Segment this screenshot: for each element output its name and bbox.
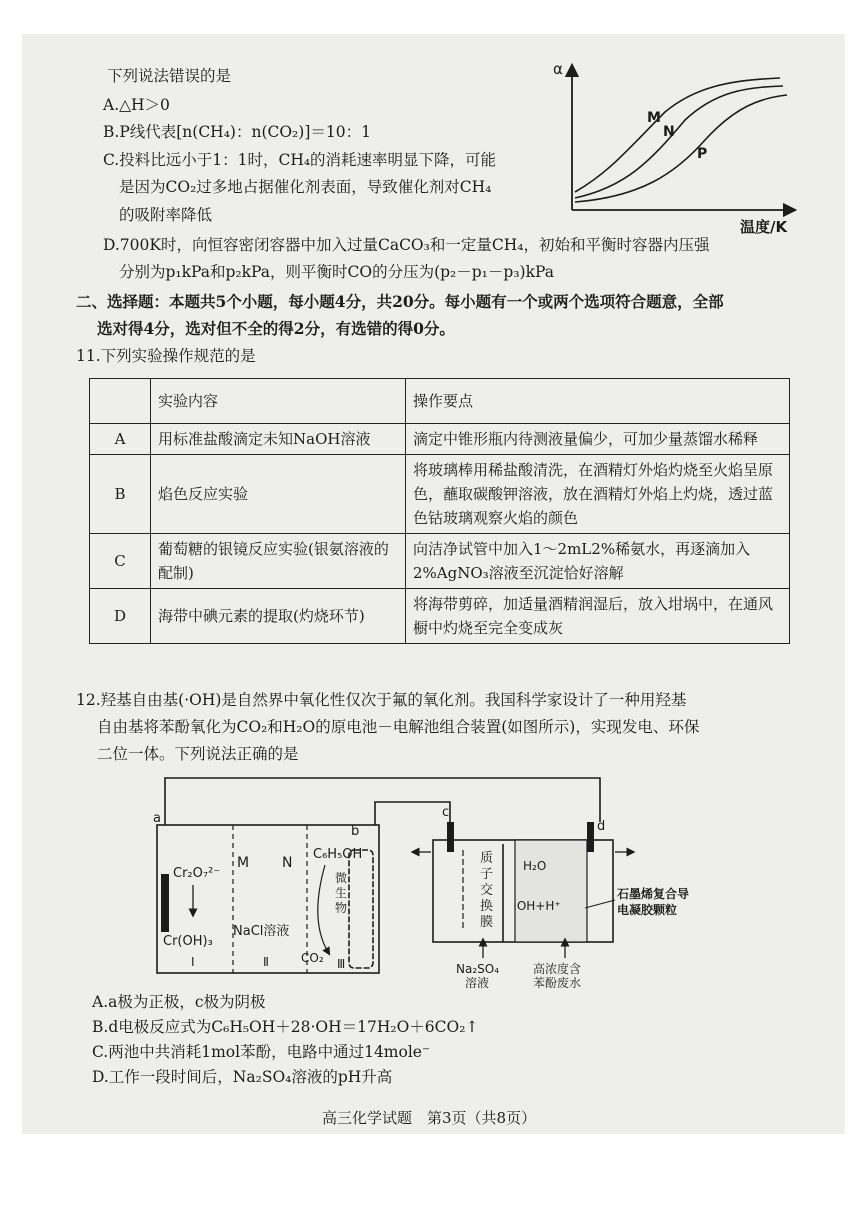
q10-option-c-line2: 是因为CO₂过多地占据催化剂表面，导致催化剂对CH₄ (119, 178, 492, 196)
conversion-graph (555, 52, 805, 237)
electrode-c (447, 822, 454, 852)
table-row (90, 424, 790, 455)
label-na2so4: Na₂SO₄ (456, 962, 500, 976)
label-croh3: Cr(OH)₃ (163, 934, 213, 949)
q11-table (89, 378, 790, 644)
header-ops: 操作要点 (406, 379, 790, 424)
graphene-gel-chamber (515, 840, 587, 942)
header-content: 实验内容 (151, 379, 406, 424)
row-content: 焰色反应实验 (151, 455, 406, 534)
curve-p-label: P (697, 146, 708, 162)
q10-option-a: A.△H＞0 (103, 96, 170, 114)
row-content: 海带中碘元素的提取(灼烧环节) (151, 589, 406, 644)
row-content: 用标准盐酸滴定未知NaOH溶液 (151, 424, 406, 455)
q10-option-c-line3: 的吸附率降低 (119, 206, 213, 224)
label-microbe: 微生物 (335, 871, 348, 915)
row-content: 葡萄糖的银镜反应实验(银氨溶液的配制) (151, 534, 406, 589)
q12-stem-line2: 自由基将苯酚氧化为CO₂和H₂O的原电池－电解池组合装置(如图所示)，实现发电、环保 (97, 718, 700, 736)
label-c: c (442, 805, 450, 820)
q10-option-c-line1: C.投料比远小于1：1时，CH₄的消耗速率明显下降，可能 (103, 151, 497, 169)
table-row (90, 534, 790, 589)
row-label: A (90, 424, 151, 455)
label-graphene-line2: 电凝胶颗粒 (617, 903, 678, 917)
curve-m (575, 78, 780, 192)
row-ops: 向洁净试管中加入1～2mL2%稀氨水，再逐滴加入2%AgNO₃溶液至沉淀恰好溶解 (406, 534, 790, 589)
label-co2: CO₂ (301, 951, 324, 965)
page-footer: 高三化学试题 第3页（共8页） (322, 1109, 537, 1127)
label-waste-line1: 高浓度含 (533, 962, 582, 976)
q12-option-b: B.d电极反应式为C₆H₅OH＋28·OH＝17H₂O＋6CO₂↑ (92, 1018, 479, 1036)
table-row (90, 455, 790, 534)
label-m: M (237, 855, 250, 871)
label-graphene-line1: 石墨烯复合导 (617, 887, 690, 901)
row-ops: 将海带剪碎，加适量酒精润湿后，放入坩埚中，在通风橱中灼烧至完全变成灰 (406, 589, 790, 644)
row-ops: 滴定中锥形瓶内待测液量偏少，可加少量蒸馏水稀释 (406, 424, 790, 455)
q12-option-a: A.a极为正极，c极为阴极 (92, 993, 266, 1011)
label-d: d (597, 819, 606, 834)
label-oh-h: ·OH+H⁺ (513, 899, 561, 913)
label-h2o: H₂O (523, 859, 547, 873)
row-label: C (90, 534, 151, 589)
oxidation-arrow (318, 865, 328, 952)
graphene-pointer (585, 900, 615, 908)
q12-option-d: D.工作一段时间后，Na₂SO₄溶液的pH升高 (92, 1068, 393, 1086)
q12-option-c: C.两池中共消耗1mol苯酚，电路中通过14mole⁻ (92, 1043, 431, 1061)
row-label: D (90, 589, 151, 644)
cell-diagram (145, 770, 725, 990)
label-roman1: Ⅰ (191, 955, 195, 969)
label-solution: 溶液 (465, 976, 490, 990)
electrode-a-plate (161, 874, 169, 932)
label-roman3: Ⅲ (337, 957, 346, 971)
q10-option-d-line1: D.700K时，向恒容密闭容器中加入过量CaCO₃和一定量CH₄，初始和平衡时容器内压强 (103, 236, 710, 254)
label-a: a (153, 811, 161, 826)
row-ops: 将玻璃棒用稀盐酸清洗，在酒精灯外焰灼烧至火焰呈原色，蘸取碳酸钾溶液，放在酒精灯外焰上灼烧，透过蓝色钴玻璃观察火焰的颜色 (406, 455, 790, 534)
curve-m-label: M (647, 110, 661, 126)
x-axis-label: 温度/K (740, 218, 788, 236)
curve-n-label: N (663, 124, 675, 140)
q12-stem-line3: 二位一体。下列说法正确的是 (97, 745, 299, 763)
pem-char: 质子交换膜 (480, 851, 494, 930)
label-waste-line2: 苯酚废水 (533, 976, 582, 990)
table-row (90, 589, 790, 644)
q10-option-d-line2: 分别为p₁kPa和p₂kPa，则平衡时CO的分压为(p₂－p₁－p₃)kPa (119, 263, 554, 281)
curve-p (575, 95, 787, 202)
label-phenol: C₆H₅OH (313, 847, 363, 862)
label-n: N (282, 855, 293, 871)
q10-option-b: B.P线代表[n(CH₄)：n(CO₂)]＝10：1 (103, 123, 371, 141)
q12-stem-line1: 12.羟基自由基(·OH)是自然界中氧化性仅次于氟的氧化剂。我国科学家设计了一种用羟基 (76, 691, 687, 709)
wire-b-c (375, 802, 450, 825)
row-label: B (90, 455, 151, 534)
q10-stem: 下列说法错误的是 (107, 67, 232, 85)
y-axis-label: α (553, 60, 563, 78)
section2-heading-line2: 选对得4分，选对但不全的得2分，有选错的得0分。 (97, 319, 455, 338)
label-cr2o7: Cr₂O₇²⁻ (173, 866, 221, 881)
electrode-b-biofilm (349, 850, 373, 968)
table-header-row (90, 379, 790, 424)
label-b: b (351, 824, 360, 839)
label-roman2: Ⅱ (263, 955, 269, 969)
q11-stem: 11.下列实验操作规范的是 (76, 347, 256, 365)
label-nacl: NaCl溶液 (233, 924, 290, 939)
electrode-d (587, 822, 594, 852)
section2-heading-line1: 二、选择题：本题共5个小题，每小题4分，共20分。每小题有一个或两个选项符合题意，全部 (76, 292, 724, 311)
